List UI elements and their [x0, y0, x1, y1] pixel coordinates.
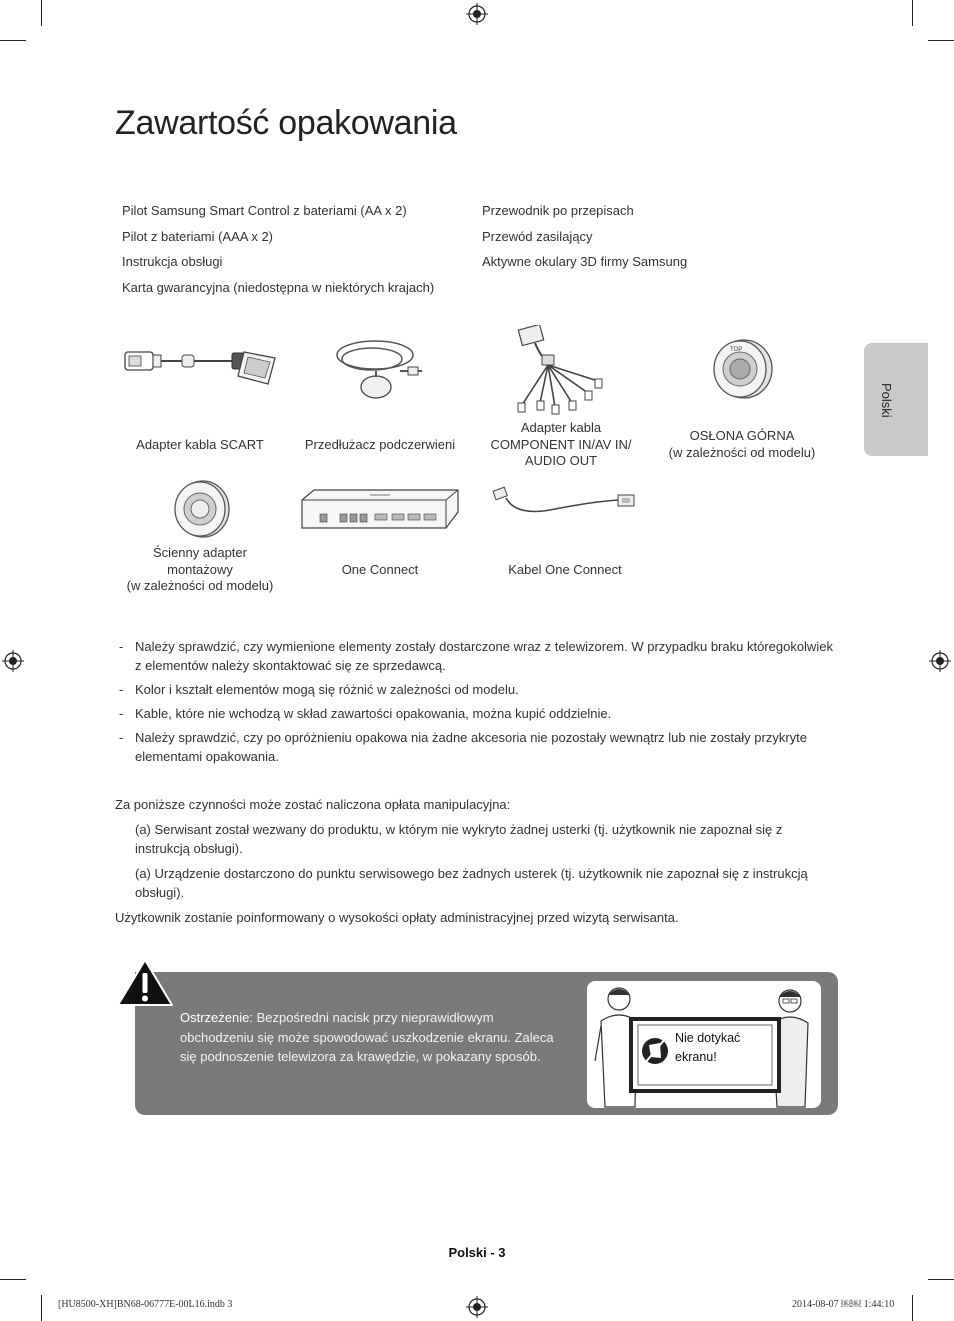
language-tab — [864, 343, 928, 456]
top-cover-icon-label: TOP — [730, 347, 743, 353]
registration-mark-icon — [929, 650, 951, 672]
accessory-label-ir-extender: Przedłużacz podczerwieni — [304, 437, 456, 452]
accessory-label-scart: Adapter kabla SCART — [136, 437, 264, 452]
crop-mark — [912, 1295, 913, 1321]
accessory-label-one-connect: One Connect — [341, 562, 419, 577]
crop-mark — [0, 1279, 26, 1280]
one-connect-box-icon — [300, 488, 462, 532]
fee-item: (a) Serwisant został wezwany do produktu, w którym nie wykryto żadnej usterki (tj. użytkownik nie zapoznał się z instrukcją obsługi). — [135, 822, 783, 856]
component-adapter-icon — [510, 325, 610, 415]
page-title: Zawartość opakowania — [115, 104, 457, 142]
page-number: Polski - 3 — [448, 1245, 506, 1260]
fee-closing: Użytkownik zostanie poinformowany o wysokości opłaty administracyjnej przed wizytą serwisanta. — [115, 910, 679, 925]
ir-extender-icon — [330, 333, 430, 403]
list-item: Przewód zasilający — [482, 228, 593, 244]
contents-list-right — [482, 198, 687, 275]
top-cover-icon — [708, 336, 776, 402]
notes-list — [115, 637, 840, 771]
one-connect-cable-icon — [490, 486, 640, 520]
note-item: - Należy sprawdzić, czy po opróżnieniu opakowa nia żadne akcesoria nie pozostały wewnątrz lub nie zostały przykryte elementami opakowania. — [119, 730, 808, 764]
footer-file-name: [HU8500-XH]BN68-06777E-00L16.indb 3 — [58, 1299, 233, 1310]
registration-mark-icon — [466, 1296, 488, 1318]
list-item: Pilot Samsung Smart Control z bateriami (AA x 2) — [122, 203, 407, 218]
registration-mark-icon — [466, 3, 488, 25]
crop-mark — [41, 1295, 42, 1321]
crop-mark — [928, 1279, 954, 1280]
list-item: Pilot z bateriami (AAA x 2) — [122, 228, 273, 244]
fee-item: (a) Urządzenie dostarczono do punktu serwisowego bez żadnych usterek (tj. użytkownik nie zapoznał się z instrukcją obsługi). — [135, 866, 808, 900]
accessory-label-wall-adapter: Ścienny adapter montażowy (w zależności od modelu) — [126, 545, 274, 593]
accessory-label-component-adapter: Adapter kabla COMPONENT IN/AV IN/ AUDIO OUT — [490, 420, 632, 468]
handling-fee-section — [115, 795, 840, 927]
list-item: Karta gwarancyjna (niedostępna w niektórych krajach) — [122, 279, 435, 295]
accessory-label-top-cover: OSŁONA GÓRNA (w zależności od modelu) — [668, 428, 816, 460]
language-tab-label: Polski — [879, 383, 894, 418]
note-item: - Należy sprawdzić, czy wymienione elementy zostały dostarczone wraz z telewizorem. W przypadku braku któregokolwiek z elementów należy skontaktować się ze sprzedawcą. — [119, 639, 833, 673]
fee-intro: Za poniższe czynności może zostać naliczona opłata manipulacyjna: — [115, 797, 511, 812]
crop-mark — [41, 0, 42, 26]
warning-label: Ostrzeżenie — [180, 1010, 250, 1025]
crop-mark — [928, 40, 954, 41]
note-item: - Kolor i kształt elementów mogą się różnić w zależności od modelu. — [119, 682, 519, 697]
warning-triangle-icon — [116, 958, 174, 1008]
accessory-label-one-connect-cable: Kabel One Connect — [508, 562, 622, 577]
warning-text: Ostrzeżenie: Bezpośredni nacisk przy nieprawidłowym obchodzeniu się może spowodować uszkodzenie ekranu. Zaleca się podnoszenie telewizora za krawędzie, w pokazany sposób. — [180, 1010, 554, 1064]
wall-mount-adapter-icon — [170, 478, 232, 540]
list-item: Aktywne okulary 3D firmy Samsung — [482, 254, 688, 269]
registration-mark-icon — [2, 650, 24, 672]
footer-datetime: 2014-08-07 ￼￼ 1:44:10 — [792, 1299, 895, 1310]
crop-mark — [0, 40, 26, 41]
list-item: Przewodnik po przepisach — [482, 203, 634, 218]
contents-list-left — [122, 198, 434, 300]
crop-mark — [912, 0, 913, 26]
scart-adapter-icon — [120, 340, 280, 390]
note-item: - Kable, które nie wchodzą w skład zawartości opakowania, można kupić oddzielnie. — [119, 706, 612, 721]
tv-sign-text: Nie dotykać ekranu! — [675, 1031, 741, 1064]
list-item: Instrukcja obsługi — [122, 254, 223, 269]
warning-illustration — [587, 981, 821, 1108]
